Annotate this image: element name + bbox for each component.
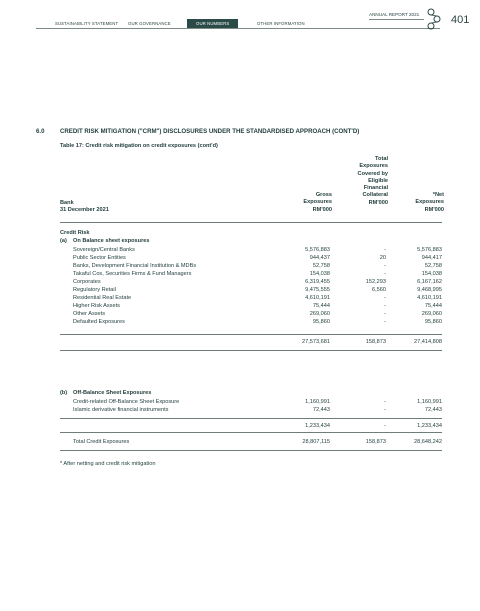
nav-tab-sustainability[interactable]: SUSTAINABILITY STATEMENT bbox=[55, 21, 119, 26]
subtotal-b-rule-bottom bbox=[60, 432, 442, 433]
nav-tab-governance[interactable]: OUR GOVERNANCE bbox=[128, 21, 171, 26]
section-b-heading: (b) Off-Balance Sheet Exposures bbox=[60, 390, 152, 396]
bank-logo-icon bbox=[424, 8, 444, 30]
row-header: Bank 31 December 2021 bbox=[60, 200, 109, 214]
subtotal-row-a: 27,573,681 158,873 27,414,808 bbox=[302, 339, 442, 345]
nav-divider bbox=[36, 28, 440, 29]
table-row: Banks, Development Financial Institution & MDBs 52,758 - 52,758 bbox=[73, 263, 442, 269]
nav-tab-other-information[interactable]: OTHER INFORMATION bbox=[257, 21, 305, 26]
subtotal-rule-top bbox=[60, 334, 442, 335]
col-header-net-exposures: *Net Exposures RM'000 bbox=[415, 192, 444, 213]
page-number: 401 bbox=[451, 14, 470, 26]
table-row: Residential Real Estate 4,610,191 - 4,610,191 bbox=[73, 295, 442, 301]
table-row: Sovereign/Central Banks 5,576,883 - 5,576,883 bbox=[73, 247, 442, 253]
grand-total-rule bbox=[60, 450, 442, 451]
credit-risk-heading: Credit Risk bbox=[60, 230, 90, 236]
table-row: Credit-related Off-Balance Sheet Exposure 1,160,991 - 1,160,991 bbox=[73, 399, 442, 405]
table-row: Corporates 6,319,455 152,293 6,167,162 bbox=[73, 279, 442, 285]
section-heading bbox=[36, 128, 359, 135]
subtotal-rule-bottom bbox=[60, 350, 442, 351]
table-row: Regulatory Retail 9,475,555 6,560 9,468,995 bbox=[73, 287, 442, 293]
report-label-underline bbox=[369, 19, 424, 20]
grand-total-row: Total Credit Exposures 28,807,115 158,873 28,648,242 bbox=[73, 439, 442, 445]
table-row: Takaful Cos, Securities Firms & Fund Managers 154,038 - 154,038 bbox=[73, 271, 442, 277]
table-row: Defaulted Exposures 95,860 - 95,860 bbox=[73, 319, 442, 325]
section-number: 6.0 bbox=[36, 128, 45, 135]
section-title: CREDIT RISK MITIGATION ("CRM") DISCLOSURES UNDER THE STANDARDISED APPROACH (CONT'D) bbox=[60, 128, 360, 135]
subtotal-b-rule-top bbox=[60, 418, 442, 419]
table-row: Public Sector Entities 944,437 20 944,417 bbox=[73, 255, 442, 261]
table-row: Other Assets 269,060 - 269,060 bbox=[73, 311, 442, 317]
table-title: Table 17: Credit risk mitigation on credit exposures (cont'd) bbox=[60, 143, 218, 149]
footnote: * After netting and credit risk mitigation bbox=[60, 461, 156, 467]
section-a-heading: (a) On Balance sheet exposures bbox=[60, 238, 150, 244]
subtotal-row-b: 1,233,434 - 1,233,434 bbox=[305, 423, 442, 429]
report-label: ANNUAL REPORT 2021 bbox=[369, 12, 420, 17]
col-header-covered-by-collateral: Total Exposures Covered by Eligible Financial Collateral RM'000 bbox=[357, 156, 388, 206]
header-rule bbox=[60, 222, 442, 223]
col-header-gross-exposures: Gross Exposures RM'000 bbox=[303, 192, 332, 213]
table-row: Higher Risk Assets 75,444 - 75,444 bbox=[73, 303, 442, 309]
table-row: Islamic derivative financial instruments 72,443 - 72,443 bbox=[73, 407, 442, 413]
top-navigation bbox=[0, 0, 480, 40]
nav-tab-our-numbers[interactable]: OUR NUMBERS bbox=[187, 19, 238, 29]
